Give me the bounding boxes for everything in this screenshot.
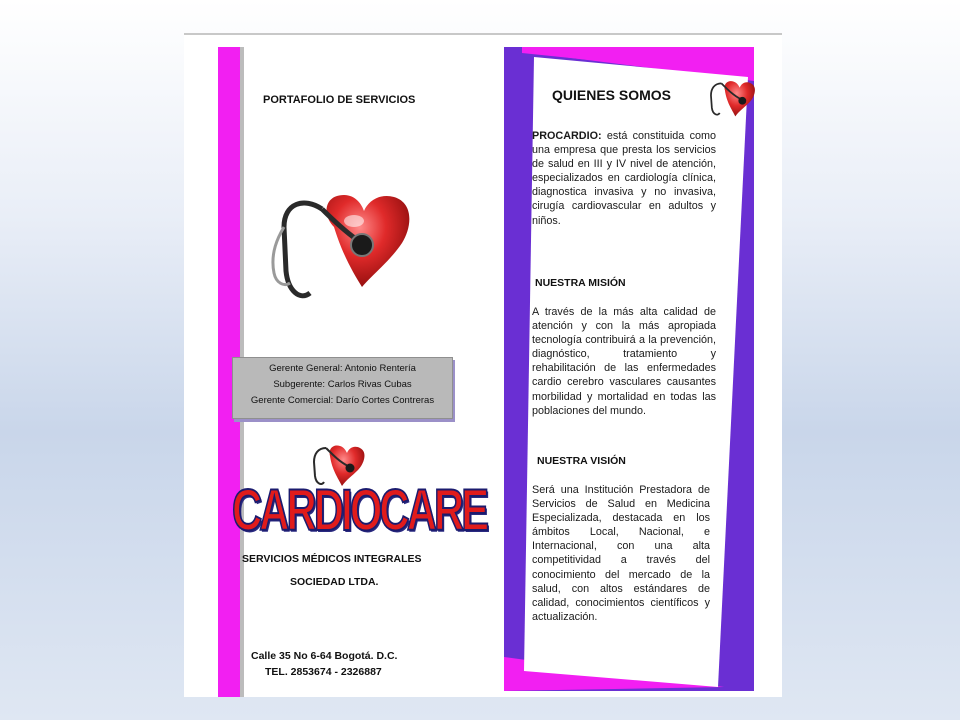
society-line: SOCIEDAD LTDA. — [290, 576, 379, 588]
brochure-sheet — [184, 33, 782, 697]
manager-sub: Subgerente: Carlos Rivas Cubas — [273, 379, 412, 390]
heart-stethoscope-icon — [704, 77, 758, 121]
right-panel — [504, 47, 754, 691]
address-line: Calle 35 No 6-64 Bogotá. D.C. — [251, 650, 398, 662]
heart-stethoscope-icon — [264, 183, 424, 307]
brand-logo-text: CARDIOCARE — [232, 478, 487, 543]
services-line: SERVICIOS MÉDICOS INTEGRALES — [242, 553, 422, 565]
about-text: está constituida como una empresa que presta los servicios de salud en III y IV nivel de atención, especializados en cardiología clínica, diagnostica invasiva y no invasiva, cirugía cardiovascular en adultos y niños. — [532, 130, 716, 227]
about-paragraph — [532, 129, 716, 228]
phone-line: TEL. 2853674 - 2326887 — [265, 666, 382, 678]
manager-general: Gerente General: Antonio Rentería — [269, 363, 416, 374]
about-title: QUIENES SOMOS — [552, 87, 672, 103]
about-label: PROCARDIO: — [532, 130, 602, 142]
portfolio-title: PORTAFOLIO DE SERVICIOS — [263, 94, 416, 106]
managers-box — [232, 357, 453, 419]
manager-commercial: Gerente Comercial: Darío Cortes Contreras — [250, 395, 435, 406]
vision-heading: NUESTRA VISIÓN — [537, 455, 626, 467]
vision-text: Será una Institución Prestadora de Servicios de Salud en Medicina Especializada, destacada en los ámbitos Local, Nacional, e Internacional, con una alta competitividad a través del conocimiento del mercado de la salud, con altos estándares de calidad, conocimientos científicos y actualización. — [532, 484, 710, 623]
mission-text: A través de la más alta calidad de atención y con la más apropiada tecnología contribuirá a la prevención, diagnóstico, tratamiento y rehabilitación de las enfermedades cardio cerebro vasculares causantes morbilidad y mortalidad en todas las poblaciones del mundo. — [532, 306, 716, 417]
mission-heading: NUESTRA MISIÓN — [535, 277, 626, 289]
